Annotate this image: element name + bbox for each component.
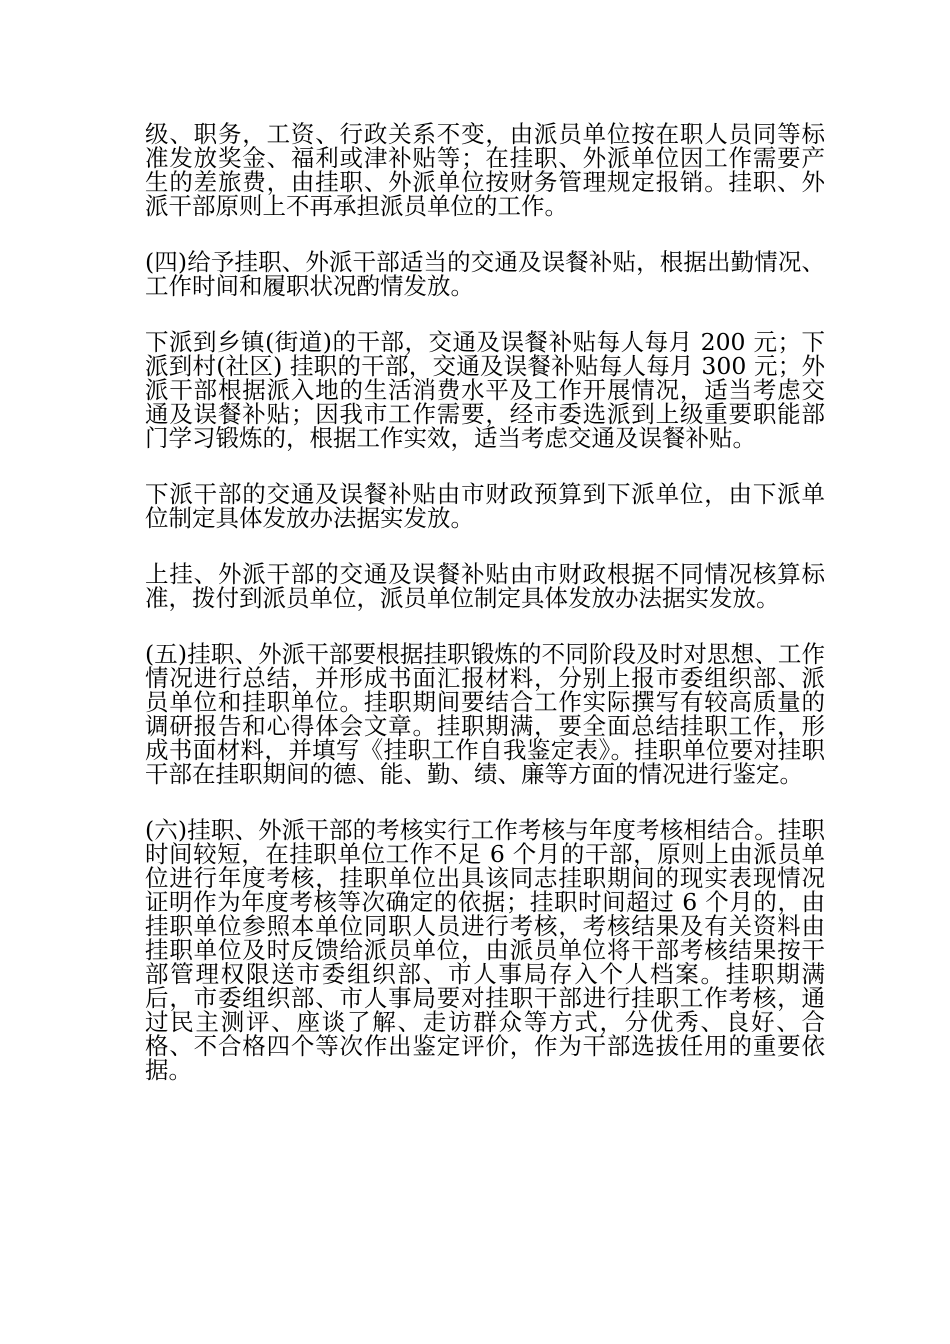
paragraph-downward-allowance: 下派干部的交通及误餐补贴由市财政预算到下派单位，由下派单位制定具体发放办法据实发放。: [145, 480, 825, 532]
paragraph-upward-allowance: 上挂、外派干部的交通及误餐补贴由市财政根据不同情况核算标准，拨付到派员单位，派员单位制定具体发放办法据实发放。: [145, 560, 825, 612]
document-body: [145, 122, 825, 1114]
paragraph-salary-continuation: 级、职务，工资、行政关系不变，由派员单位按在职人员同等标准发放奖金、福利或津补贴等；在挂职、外派单位因工作需要产生的差旅费，由挂职、外派单位按财务管理规定报销。挂职、外派干部原则上不再承担派员单位的工作。: [145, 120, 825, 220]
paragraph-section-5: (五)挂职、外派干部要根据挂职锻炼的不同阶段及时对思想、工作情况进行总结，并形成书面汇报材料，分别上报市委组织部、派员单位和挂职单位。挂职期间要结合工作实际撰写有较高质量的调研报告和心得体会文章。挂职期满，要全面总结挂职工作，形成书面材料，并填写《挂职工作自我鉴定表》。挂职单位要对挂职干部在挂职期间的德、能、勤、绩、廉等方面的情况进行鉴定。: [145, 640, 825, 788]
paragraph-section-4: (四)给予挂职、外派干部适当的交通及误餐补贴，根据出勤情况、工作时间和履职状况酌情发放。: [145, 248, 825, 300]
paragraph-allowance-rates: 下派到乡镇(街道)的干部，交通及误餐补贴每人每月 200 元；下派到村(社区) 挂职的干部，交通及误餐补贴每人每月 300 元；外派干部根据派入地的生活消费水平及工作开展情况，适当考虑交通及误餐补贴；因我市工作需要，经市委选派到上级重要职能部门学习锻炼的，根据工作实效，适当考虑交通及误餐补贴。: [145, 328, 825, 452]
paragraph-section-6: (六)挂职、外派干部的考核实行工作考核与年度考核相结合。挂职时间较短，在挂职单位工作不足 6 个月的干部，原则上由派员单位进行年度考核，挂职单位出具该同志挂职期间的现实表现情况证明作为年度考核等次确定的依据；挂职时间超过 6 个月的，由挂职单位参照本单位同职人员进行考核，考核结果及有关资料由挂职单位及时反馈给派员单位，由派员单位将干部考核结果按干部管理权限送市委组织部、市人事局存入个人档案。挂职期满后，市委组织部、市人事局要对挂职干部进行挂职工作考核，通过民主测评、座谈了解、走访群众等方式，分优秀、良好、合格、不合格四个等次作出鉴定评价，作为干部选拔任用的重要依据。: [145, 816, 825, 1084]
